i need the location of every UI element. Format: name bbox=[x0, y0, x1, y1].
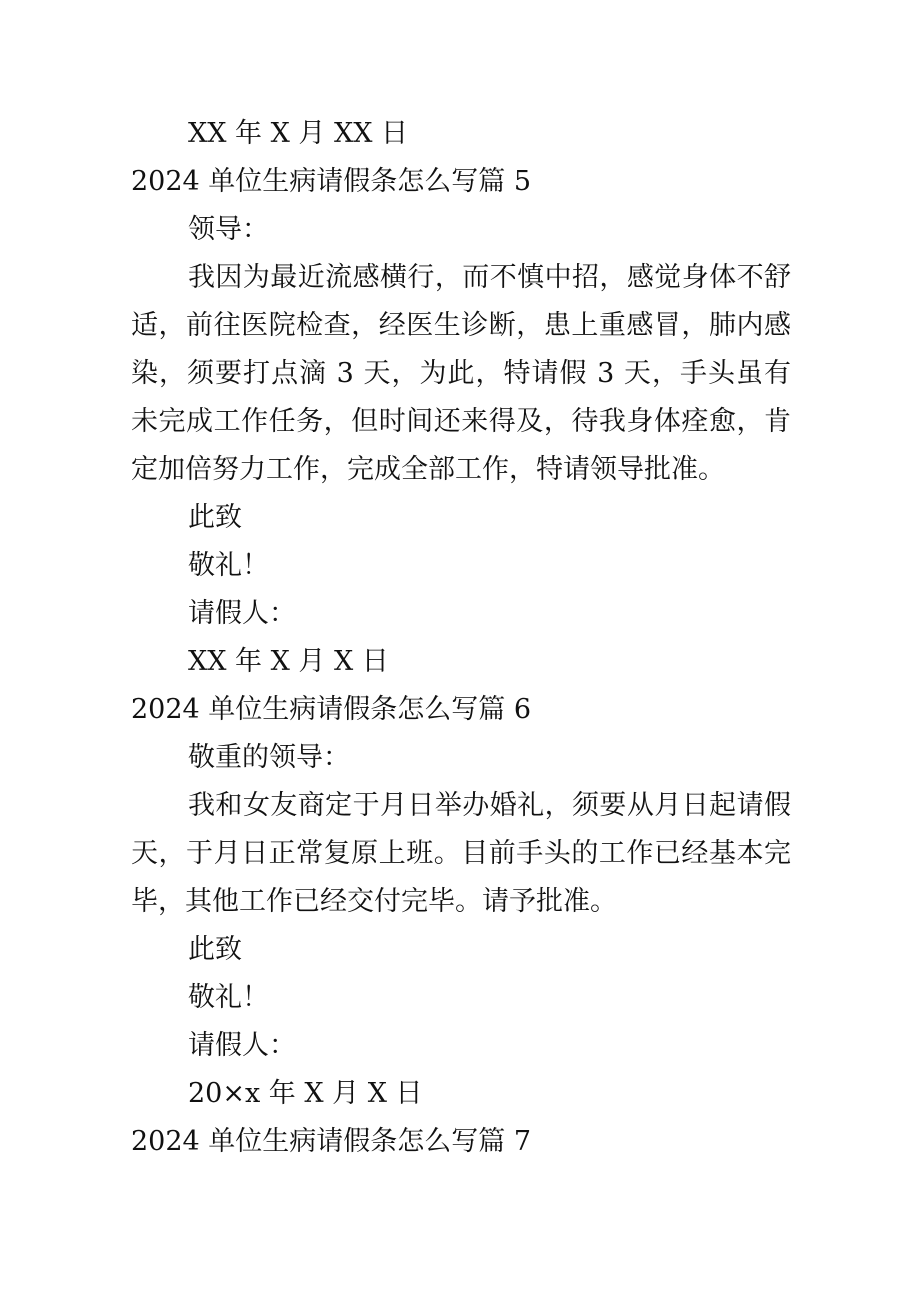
body-paragraph: 我因为最近流感横行，而不慎中招，感觉身体不舒适，前往医院检查，经医生诊断，患上重感冒，肺内感染，须要打点滴 3 天，为此，特请假 3 天，手头虽有未完成工作任务，但时间还来得及，待我身体痊愈，肯定加倍努力工作，完成全部工作，特请领导批准。 bbox=[131, 262, 791, 485]
closing-line: 此致 bbox=[188, 502, 242, 533]
body-paragraph: 我和女友商定于月日举办婚礼，须要从月日起请假天，于月日正常复原上班。目前手头的工作已经基本完毕，其他工作已经交付完毕。请予批准。 bbox=[131, 790, 791, 917]
date-line: XX 年 X 月 XX 日 bbox=[188, 118, 409, 149]
applicant-line: 请假人： bbox=[188, 1030, 296, 1061]
section-heading: 2024 单位生病请假条怎么写篇 7 bbox=[131, 1126, 532, 1157]
salutation: 领导： bbox=[188, 214, 269, 245]
section-heading: 2024 单位生病请假条怎么写篇 6 bbox=[131, 694, 532, 725]
closing-line: 此致 bbox=[188, 934, 242, 965]
date-line: XX 年 X 月 X 日 bbox=[188, 646, 389, 677]
applicant-line: 请假人： bbox=[188, 598, 296, 629]
closing-salute: 敬礼！ bbox=[188, 550, 269, 581]
salutation: 敬重的领导： bbox=[188, 742, 350, 773]
document-body bbox=[131, 110, 791, 1166]
section-heading: 2024 单位生病请假条怎么写篇 5 bbox=[131, 166, 532, 197]
closing-salute: 敬礼！ bbox=[188, 982, 269, 1013]
date-line: 20×x 年 X 月 X 日 bbox=[188, 1078, 423, 1109]
